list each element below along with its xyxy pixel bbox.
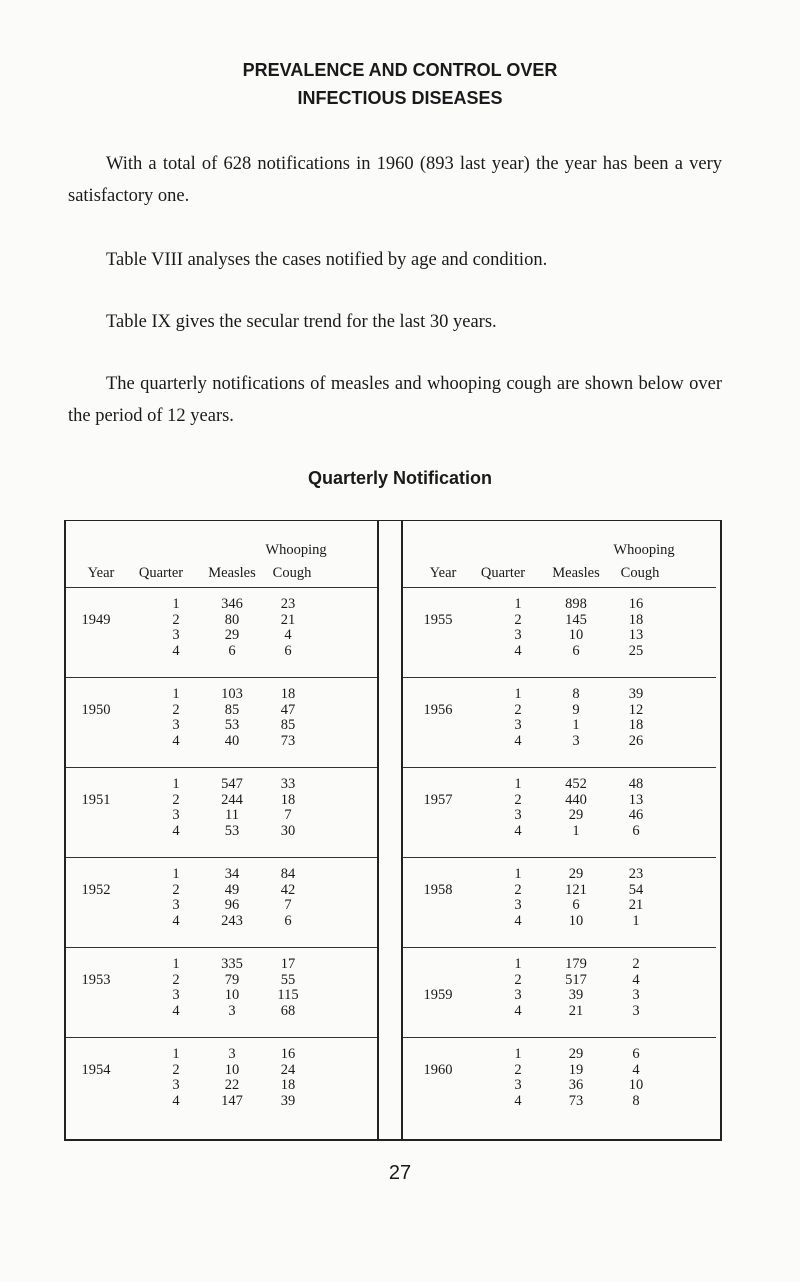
group-rule — [66, 947, 377, 948]
whooping-cough-cell: 68 — [280, 1002, 296, 1019]
page-heading — [0, 56, 800, 112]
measles-cell: 452 — [565, 776, 587, 792]
quarter-cell: 4 — [514, 912, 522, 929]
quarter-cell: 2 — [514, 1061, 522, 1078]
measles-cell: 40 — [224, 732, 240, 749]
group-rule — [66, 767, 377, 768]
whooping-cough-cell: 10 — [628, 1077, 644, 1093]
quarter-cell: 1 — [514, 776, 522, 792]
measles-cell: 440 — [565, 791, 587, 808]
measles-cell: 103 — [221, 686, 243, 702]
measles-cell: 10 — [224, 1061, 240, 1078]
header-quarter: Quarter — [480, 565, 526, 581]
measles-cell: 6 — [572, 897, 580, 913]
whooping-cough-cell: 23 — [280, 596, 296, 612]
quarter-cell: 2 — [514, 881, 522, 898]
quarter-cell: 3 — [172, 1077, 180, 1093]
year-label: 1956 — [423, 701, 453, 718]
header-cough: Cough — [272, 565, 312, 581]
whooping-cough-cell: 39 — [628, 686, 644, 702]
year-label: 1960 — [423, 1061, 453, 1078]
header-rule — [403, 587, 716, 588]
year-label: 1950 — [81, 701, 111, 718]
measles-cell: 335 — [221, 956, 243, 972]
measles-cell: 36 — [568, 1077, 584, 1093]
measles-cell: 22 — [224, 1077, 240, 1093]
whooping-cough-cell: 6 — [284, 912, 292, 929]
measles-cell: 80 — [224, 611, 240, 628]
measles-cell: 898 — [565, 596, 587, 612]
whooping-cough-cell: 4 — [632, 971, 640, 988]
quarter-cell: 3 — [514, 987, 522, 1003]
quarter-cell: 1 — [172, 866, 180, 882]
measles-cell: 49 — [224, 881, 240, 898]
quarter-cell: 2 — [172, 611, 180, 628]
measles-cell: 39 — [568, 987, 584, 1003]
whooping-cough-cell: 12 — [628, 701, 644, 718]
whooping-cough-cell: 39 — [280, 1092, 296, 1109]
whooping-cough-cell: 3 — [632, 987, 640, 1003]
quarter-cell: 2 — [514, 971, 522, 988]
measles-cell: 517 — [565, 971, 587, 988]
year-label: 1954 — [81, 1061, 111, 1078]
whooping-cough-cell: 115 — [277, 987, 299, 1003]
quarter-cell: 1 — [172, 956, 180, 972]
year-label: 1952 — [81, 881, 111, 898]
quarter-cell: 4 — [172, 822, 180, 839]
header-measles: Measles — [208, 565, 256, 581]
quarter-cell: 1 — [514, 686, 522, 702]
quarter-cell: 1 — [172, 686, 180, 702]
quarter-cell: 4 — [172, 1002, 180, 1019]
header-year: Year — [87, 565, 115, 581]
quarter-cell: 4 — [514, 642, 522, 659]
measles-cell: 8 — [572, 686, 580, 702]
quarter-cell: 4 — [172, 1092, 180, 1109]
measles-cell: 21 — [568, 1002, 584, 1019]
quarter-cell: 2 — [172, 1061, 180, 1078]
whooping-cough-cell: 13 — [628, 627, 644, 643]
whooping-cough-cell: 16 — [280, 1046, 296, 1062]
whooping-cough-cell: 48 — [628, 776, 644, 792]
measles-cell: 10 — [568, 627, 584, 643]
paragraph-quarterly: The quarterly notifications of measles and whooping cough are shown below over the period of 12 years. — [68, 374, 722, 426]
measles-cell: 243 — [221, 912, 243, 929]
whooping-cough-cell: 21 — [628, 897, 644, 913]
quarter-cell: 3 — [172, 717, 180, 733]
quarter-cell: 2 — [514, 701, 522, 718]
quarter-cell: 3 — [514, 1077, 522, 1093]
quarter-cell: 1 — [514, 596, 522, 612]
paragraph-intro: With a total of 628 notifications in 1960 (893 last year) the year has been a very satisfactory one. — [68, 154, 722, 206]
whooping-cough-cell: 84 — [280, 866, 296, 882]
whooping-cough-cell: 18 — [280, 686, 296, 702]
whooping-cough-cell: 73 — [280, 732, 296, 749]
year-label: 1953 — [81, 971, 111, 988]
whooping-cough-cell: 6 — [632, 822, 640, 839]
measles-cell: 1 — [572, 717, 580, 733]
whooping-cough-cell: 33 — [280, 776, 296, 792]
whooping-cough-cell: 55 — [280, 971, 296, 988]
quarter-cell: 4 — [514, 1092, 522, 1109]
year-label: 1951 — [81, 791, 111, 808]
whooping-cough-cell: 47 — [280, 701, 296, 718]
quarter-cell: 2 — [514, 791, 522, 808]
heading-line-1: PREVALENCE AND CONTROL OVER — [242, 60, 558, 80]
measles-cell: 244 — [221, 791, 243, 808]
measles-cell: 29 — [568, 807, 584, 823]
whooping-cough-cell: 2 — [632, 956, 640, 972]
whooping-cough-cell: 1 — [632, 912, 640, 929]
measles-cell: 34 — [224, 866, 240, 882]
quarter-cell: 3 — [172, 627, 180, 643]
header-rule — [66, 587, 377, 588]
paragraph-table-ix: Table IX gives the secular trend for the last 30 years. — [106, 312, 497, 332]
group-rule — [403, 1037, 716, 1038]
quarter-cell: 1 — [514, 956, 522, 972]
whooping-cough-cell: 8 — [632, 1092, 640, 1109]
quarter-cell: 4 — [172, 912, 180, 929]
measles-cell: 11 — [225, 807, 239, 823]
measles-cell: 3 — [572, 732, 580, 749]
quarter-cell: 1 — [514, 1046, 522, 1062]
quarter-cell: 3 — [172, 807, 180, 823]
whooping-cough-cell: 18 — [628, 717, 644, 733]
group-rule — [403, 857, 716, 858]
quarter-cell: 4 — [514, 732, 522, 749]
header-measles: Measles — [552, 565, 600, 581]
quarter-cell: 1 — [514, 866, 522, 882]
whooping-cough-cell: 23 — [628, 866, 644, 882]
quarter-cell: 4 — [172, 642, 180, 659]
whooping-cough-cell: 3 — [632, 1002, 640, 1019]
measles-cell: 10 — [224, 987, 240, 1003]
whooping-cough-cell: 42 — [280, 881, 296, 898]
whooping-cough-cell: 4 — [284, 627, 292, 643]
measles-cell: 121 — [565, 881, 587, 898]
year-label: 1955 — [423, 611, 453, 628]
whooping-cough-cell: 18 — [628, 611, 644, 628]
quarter-cell: 4 — [514, 822, 522, 839]
year-label: 1957 — [423, 791, 453, 808]
group-rule — [403, 947, 716, 948]
year-label: 1958 — [423, 881, 453, 898]
measles-cell: 3 — [228, 1002, 236, 1019]
header-quarter: Quarter — [138, 565, 184, 581]
whooping-cough-cell: 18 — [280, 1077, 296, 1093]
paragraph-table-viii: Table VIII analyses the cases notified by age and condition. — [106, 250, 548, 270]
measles-cell: 147 — [221, 1092, 243, 1109]
header-whooping: Whooping — [613, 542, 675, 558]
whooping-cough-cell: 6 — [632, 1046, 640, 1062]
measles-cell: 547 — [221, 776, 243, 792]
measles-cell: 85 — [224, 701, 240, 718]
notification-table — [64, 520, 722, 1141]
quarter-cell: 3 — [172, 987, 180, 1003]
whooping-cough-cell: 25 — [628, 642, 644, 659]
group-rule — [66, 677, 377, 678]
whooping-cough-cell: 21 — [280, 611, 296, 628]
quarter-cell: 3 — [514, 897, 522, 913]
quarter-cell: 2 — [514, 611, 522, 628]
header-whooping: Whooping — [265, 542, 327, 558]
measles-cell: 29 — [224, 627, 240, 643]
whooping-cough-cell: 7 — [284, 807, 292, 823]
quarter-cell: 4 — [514, 1002, 522, 1019]
year-label: 1949 — [81, 611, 111, 628]
quarter-cell: 4 — [172, 732, 180, 749]
measles-cell: 53 — [224, 822, 240, 839]
measles-cell: 3 — [228, 1046, 236, 1062]
measles-cell: 6 — [572, 642, 580, 659]
whooping-cough-cell: 24 — [280, 1061, 296, 1078]
whooping-cough-cell: 7 — [284, 897, 292, 913]
quarter-cell: 2 — [172, 881, 180, 898]
whooping-cough-cell: 17 — [280, 956, 296, 972]
quarter-cell: 3 — [172, 897, 180, 913]
whooping-cough-cell: 46 — [628, 807, 644, 823]
measles-cell: 29 — [568, 1046, 584, 1062]
measles-cell: 79 — [224, 971, 240, 988]
heading-line-2: INFECTIOUS DISEASES — [297, 88, 503, 108]
group-rule — [66, 857, 377, 858]
measles-cell: 6 — [228, 642, 236, 659]
whooping-cough-cell: 13 — [628, 791, 644, 808]
whooping-cough-cell: 54 — [628, 881, 644, 898]
table-title: Quarterly Notification — [307, 468, 493, 488]
measles-cell: 10 — [568, 912, 584, 929]
measles-cell: 53 — [224, 717, 240, 733]
quarter-cell: 3 — [514, 807, 522, 823]
whooping-cough-cell: 26 — [628, 732, 644, 749]
quarter-cell: 1 — [172, 776, 180, 792]
measles-cell: 9 — [572, 701, 580, 718]
group-rule — [403, 767, 716, 768]
measles-cell: 29 — [568, 866, 584, 882]
group-rule — [66, 1037, 377, 1038]
year-label: 1959 — [423, 987, 453, 1003]
measles-cell: 19 — [568, 1061, 584, 1078]
quarter-cell: 3 — [514, 627, 522, 643]
whooping-cough-cell: 30 — [280, 822, 296, 839]
measles-cell: 179 — [565, 956, 587, 972]
quarter-cell: 2 — [172, 701, 180, 718]
quarter-cell: 2 — [172, 791, 180, 808]
header-year: Year — [429, 565, 457, 581]
header-cough: Cough — [620, 565, 660, 581]
group-rule — [403, 677, 716, 678]
quarter-cell: 1 — [172, 596, 180, 612]
quarter-cell: 1 — [172, 1046, 180, 1062]
measles-cell: 145 — [565, 611, 587, 628]
quarter-cell: 3 — [514, 717, 522, 733]
whooping-cough-cell: 85 — [280, 717, 296, 733]
page-number: 27 — [388, 1162, 412, 1184]
measles-cell: 96 — [224, 897, 240, 913]
whooping-cough-cell: 16 — [628, 596, 644, 612]
measles-cell: 1 — [572, 822, 580, 839]
measles-cell: 346 — [221, 596, 243, 612]
measles-cell: 73 — [568, 1092, 584, 1109]
whooping-cough-cell: 4 — [632, 1061, 640, 1078]
whooping-cough-cell: 18 — [280, 791, 296, 808]
whooping-cough-cell: 6 — [284, 642, 292, 659]
quarter-cell: 2 — [172, 971, 180, 988]
